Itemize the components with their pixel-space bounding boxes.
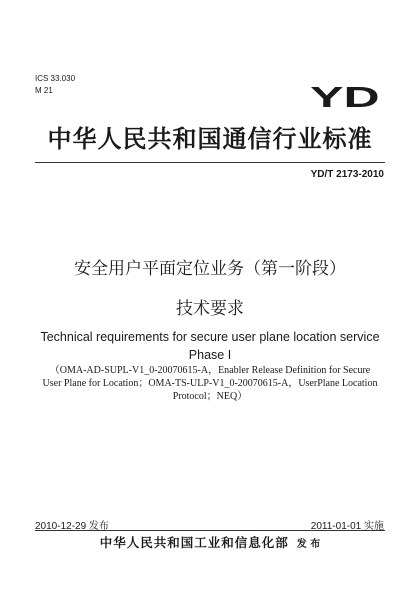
document-title-cn-line2: 技术要求 — [176, 299, 244, 319]
top-divider — [35, 162, 385, 163]
issuer — [0, 535, 420, 553]
document-title-en-phase: Phase I — [188, 348, 232, 362]
issuer-action: 发 布 — [296, 539, 321, 550]
reference-standards: （OMA-AD-SUPL-V1_0-20070615-A，Enabler Release Definition for Secure User Plane for Location；OMA-TS-ULP-V1_0-20070615-A，UserPlane Location Protocol；NEQ） — [42, 365, 378, 402]
standard-number: YD/T 2173-2010 — [310, 169, 384, 180]
yd-logo: YD — [310, 81, 380, 114]
issue-date: 2010-12-29 发布 — [35, 521, 109, 532]
document-title-en: Technical requirements for secure user plane location service — [40, 330, 380, 344]
ccs-code: M 21 — [35, 86, 53, 95]
standard-title: 中华人民共和国通信行业标准 — [47, 125, 373, 153]
document-title-cn-line1: 安全用户平面定位业务（第一阶段） — [74, 259, 346, 279]
bottom-divider — [35, 530, 385, 531]
ics-code: ICS 33.030 — [35, 74, 76, 83]
issuer-name: 中华人民共和国工业和信息化部 — [99, 535, 289, 550]
implementation-date: 2011-01-01 实施 — [310, 521, 384, 532]
